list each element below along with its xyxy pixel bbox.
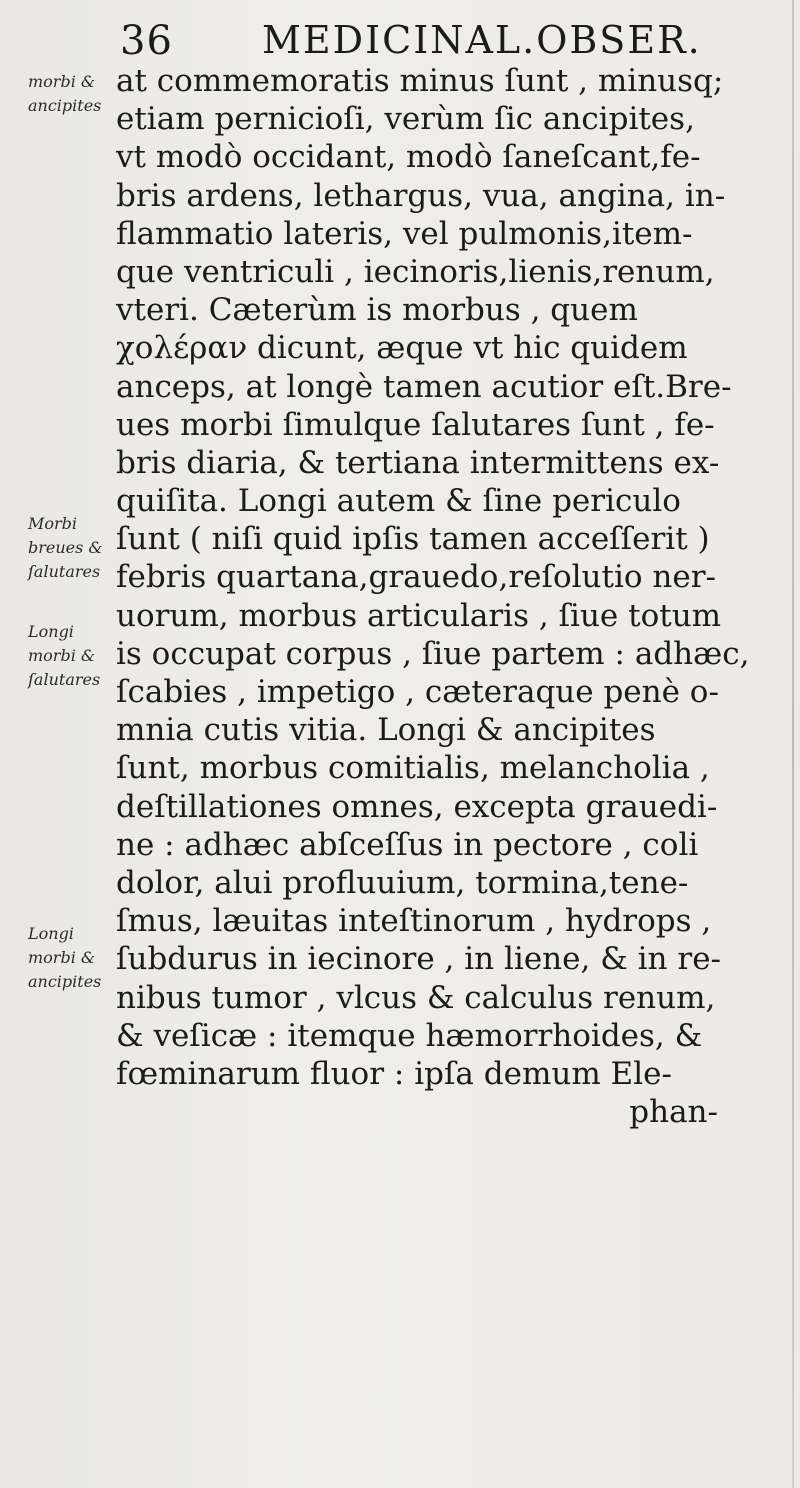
marginal-note-morbi-ancipites bbox=[28, 70, 118, 118]
marginal-note-line: morbi & bbox=[28, 72, 96, 91]
page-number: 36 bbox=[120, 18, 173, 64]
text-line: anceps, at longè tamen acutior eſt.Bre- bbox=[116, 368, 732, 405]
marginal-note-line: breues & bbox=[28, 538, 103, 557]
text-line: ues morbi ſimulque ſalutares ſunt , fe- bbox=[116, 406, 715, 443]
text-line: etiam pernicioſi, verùm ſic ancipites, bbox=[116, 101, 695, 138]
text-line: flammatio lateris, vel pulmonis,item- bbox=[116, 215, 693, 252]
marginal-note-line: morbi & bbox=[28, 646, 96, 665]
text-line: febris quartana,grauedo,reſolutio ner- bbox=[116, 559, 717, 596]
text-line: mnia cutis vitia. Longi & ancipites bbox=[116, 712, 656, 749]
marginal-note-line: ancipites bbox=[28, 972, 102, 991]
marginal-note-longi-morbi-ancipites bbox=[28, 922, 118, 994]
text-line: ſmus, læuitas inteſtinorum , hydrops , bbox=[116, 903, 712, 940]
text-line: uorum, morbus articularis , ſiue totum bbox=[116, 597, 722, 634]
text-line: deſtillationes omnes, excepta grauedi- bbox=[116, 788, 718, 825]
marginal-note-line: Longi bbox=[28, 622, 74, 641]
text-line: vt modò occidant, modò ſaneſcant,fe- bbox=[116, 139, 701, 176]
text-line: dolor, alui profluuium, tormina,tene- bbox=[116, 864, 689, 901]
marginal-note-line: Longi bbox=[28, 924, 74, 943]
marginal-note-line: ancipites bbox=[28, 96, 102, 115]
text-line: & veſicæ : itemque hæmorrhoides, & bbox=[116, 1017, 703, 1054]
text-line: ſcabies , impetigo , cæteraque penè o- bbox=[116, 674, 719, 710]
text-line: ſunt, morbus comitialis, melancholia , bbox=[116, 750, 710, 787]
text-line: ſunt ( niſi quid ipſis tamen acceſſerit ) bbox=[116, 521, 710, 558]
marginal-note-line: ſalutares bbox=[28, 562, 101, 581]
text-line: ſubdurus in iecinore , in liene, & in re- bbox=[116, 941, 722, 978]
marginalia bbox=[0, 0, 112, 1488]
marginal-note-morbi-breues-salutares bbox=[28, 512, 118, 584]
marginal-note-longi-morbi-salutares bbox=[28, 620, 118, 692]
text-line: quiſita. Longi autem & ſine periculo bbox=[116, 483, 681, 520]
marginal-note-line: morbi & bbox=[28, 948, 96, 967]
running-head: MEDICINAL.OBSER. bbox=[262, 18, 702, 62]
text-line: at commemoratis minus ſunt , minusq; bbox=[116, 63, 724, 99]
text-line: is occupat corpus , ſiue partem : adhæc, bbox=[116, 635, 750, 672]
marginal-note-line: ſalutares bbox=[28, 670, 101, 689]
text-line: fœminarum fluor : ipſa demum Ele- bbox=[116, 1055, 672, 1092]
body-text bbox=[116, 62, 800, 1131]
text-line: χολέραν dicunt, æque vt hic quidem bbox=[116, 330, 688, 367]
catchword: phan- bbox=[629, 1094, 718, 1131]
text-line: bris diaria, & tertiana intermittens ex- bbox=[116, 444, 720, 481]
text-line: que ventriculi , iecinoris,lienis,renum, bbox=[116, 253, 715, 290]
text-line: ne : adhæc abſceſſus in pectore , coli bbox=[116, 826, 699, 863]
text-line: vteri. Cæterùm is morbus , quem bbox=[116, 292, 638, 329]
text-line: nibus tumor , vlcus & calculus renum, bbox=[116, 979, 716, 1016]
marginal-note-line: Morbi bbox=[28, 514, 78, 533]
text-line: bris ardens, lethargus, vua, angina, in- bbox=[116, 177, 726, 214]
